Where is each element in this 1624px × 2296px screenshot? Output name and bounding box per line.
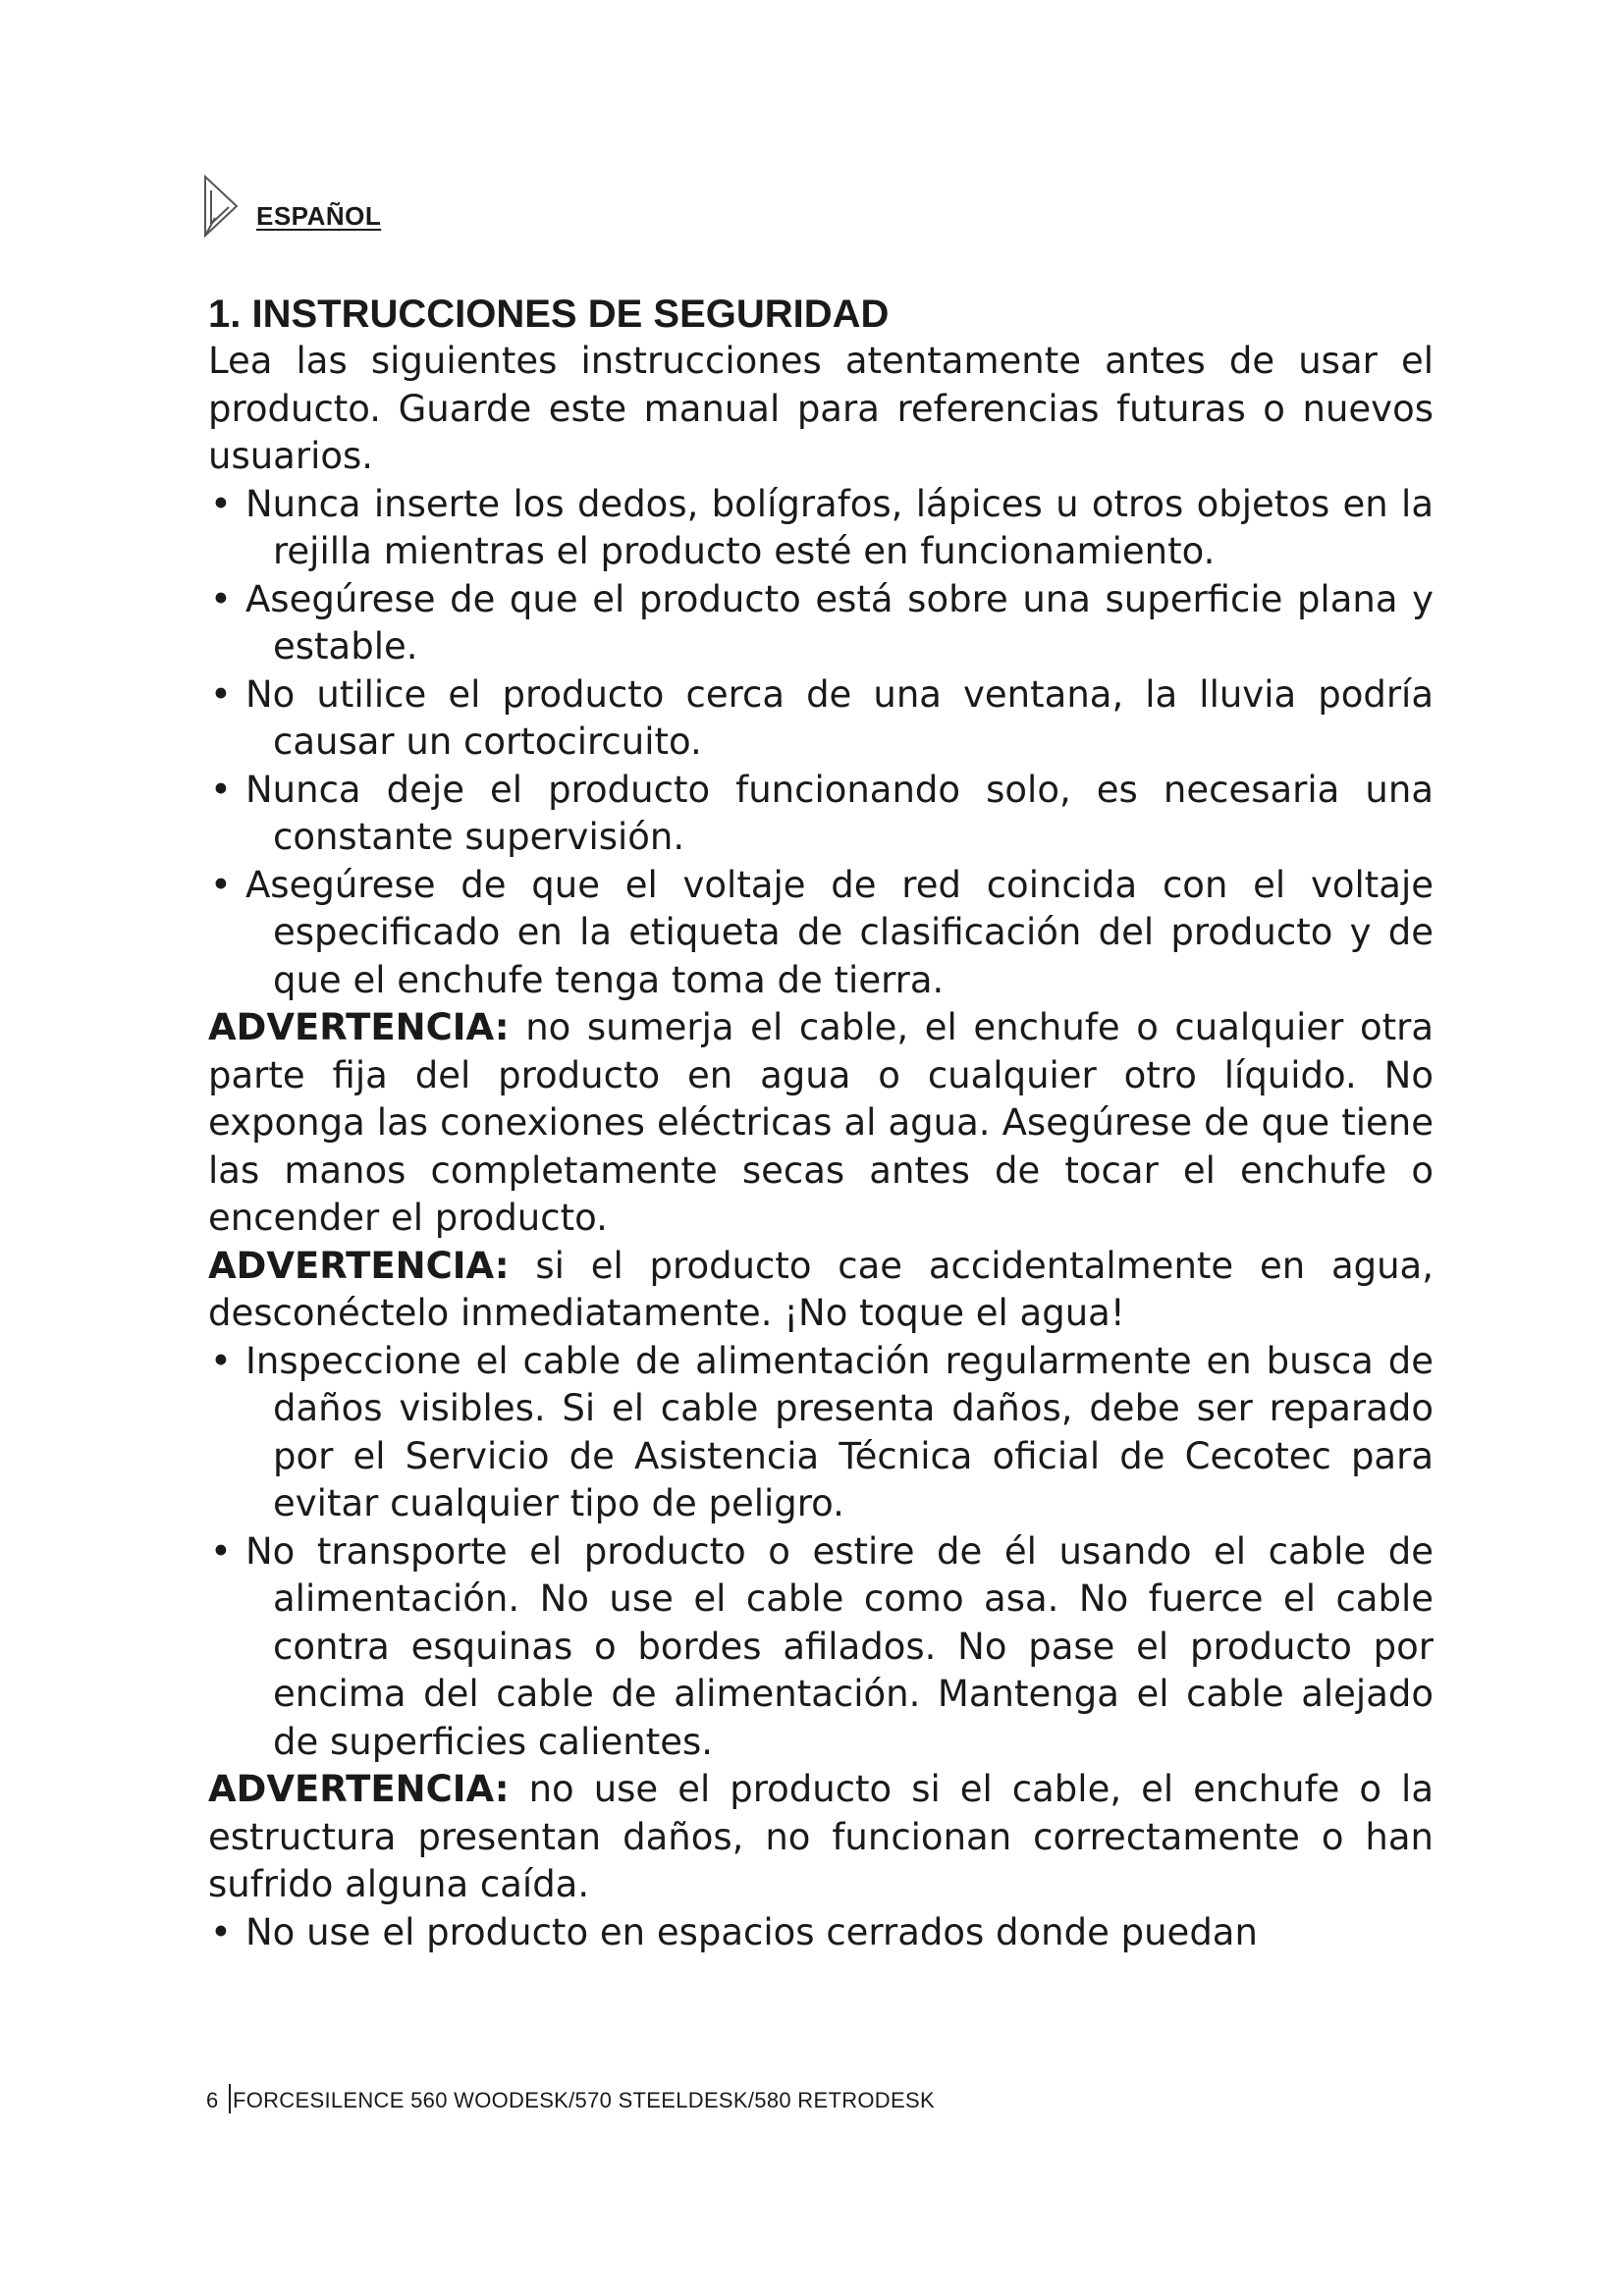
safety-section	[208, 291, 1434, 1956]
safety-list-2	[208, 1338, 1434, 1767]
list-item: • Nunca inserte los dedos, bolígrafos, lápices u otros objetos en la rejilla mientras el producto esté en funcionamiento.	[210, 482, 1434, 572]
language-label: ESPAÑOL	[256, 201, 382, 231]
warning-paragraph: ADVERTENCIA: si el producto cae accidentalmente en agua, desconéctelo inmediatamente. ¡No toque el agua!	[208, 1244, 1434, 1334]
list-item: • No utilice el producto cerca de una ventana, la lluvia podría causar un cortocircuito.	[210, 672, 1434, 763]
list-item: • Asegúrese de que el voltaje de red coincida con el voltaje especificado en la etiqueta de clasificación del producto y de que el enchufe tenga toma de tierra.	[210, 863, 1434, 1001]
intro-paragraph: Lea las siguientes instrucciones atentamente antes de usar el producto. Guarde este manual para referencias futuras o nuevos usuarios.	[208, 340, 1434, 477]
safety-list-1	[208, 481, 1434, 1005]
list-item: • No transporte el producto o estire de él usando el cable de alimentación. No use el cable como asa. No fuerce el cable contra esquinas o bordes afilados. No pase el producto por encima del cable de alimentación. Mantenga el cable alejado de superficies calientes.	[210, 1529, 1434, 1763]
warning-label: ADVERTENCIA:	[208, 1006, 510, 1048]
page-footer	[206, 2084, 935, 2113]
list-item: • Nunca deje el producto funcionando solo, es necesaria una constante supervisión.	[210, 768, 1434, 858]
warning-paragraph: ADVERTENCIA: no sumerja el cable, el enchufe o cualquier otra parte fija del producto en agua o cualquier otro líquido. No exponga las conexiones eléctricas al agua. Asegúrese de que tiene las manos completamente secas antes de tocar el enchufe o encender el producto.	[208, 1006, 1434, 1239]
warning-paragraph: ADVERTENCIA: no use el producto si el cable, el enchufe o la estructura presentan daños, no funcionan correctamente o han sufrido alguna caída.	[208, 1768, 1434, 1905]
warning-label: ADVERTENCIA:	[208, 1768, 510, 1810]
brand-triangle-icon	[201, 175, 241, 238]
list-item: • No use el producto en espacios cerrados donde puedan	[210, 1910, 1258, 1953]
page-number: 6	[206, 2088, 219, 2112]
section-title: 1. INSTRUCCIONES DE SEGURIDAD	[208, 293, 890, 336]
list-item: • Asegúrese de que el producto está sobre una superficie plana y estable.	[210, 577, 1434, 667]
list-item: • Inspeccione el cable de alimentación regularmente en busca de daños visibles. Si el cable presenta daños, debe ser reparado por el Servicio de Asistencia Técnica oficial de Cecotec para evitar cualquier tipo de peligro.	[210, 1339, 1434, 1524]
footer-divider	[229, 2084, 231, 2113]
language-header	[201, 175, 381, 238]
warning-label: ADVERTENCIA:	[208, 1244, 510, 1287]
safety-list-3	[208, 1909, 1434, 1957]
product-name: FORCESILENCE 560 WOODESK/570 STEELDESK/580 RETRODESK	[232, 2088, 935, 2112]
